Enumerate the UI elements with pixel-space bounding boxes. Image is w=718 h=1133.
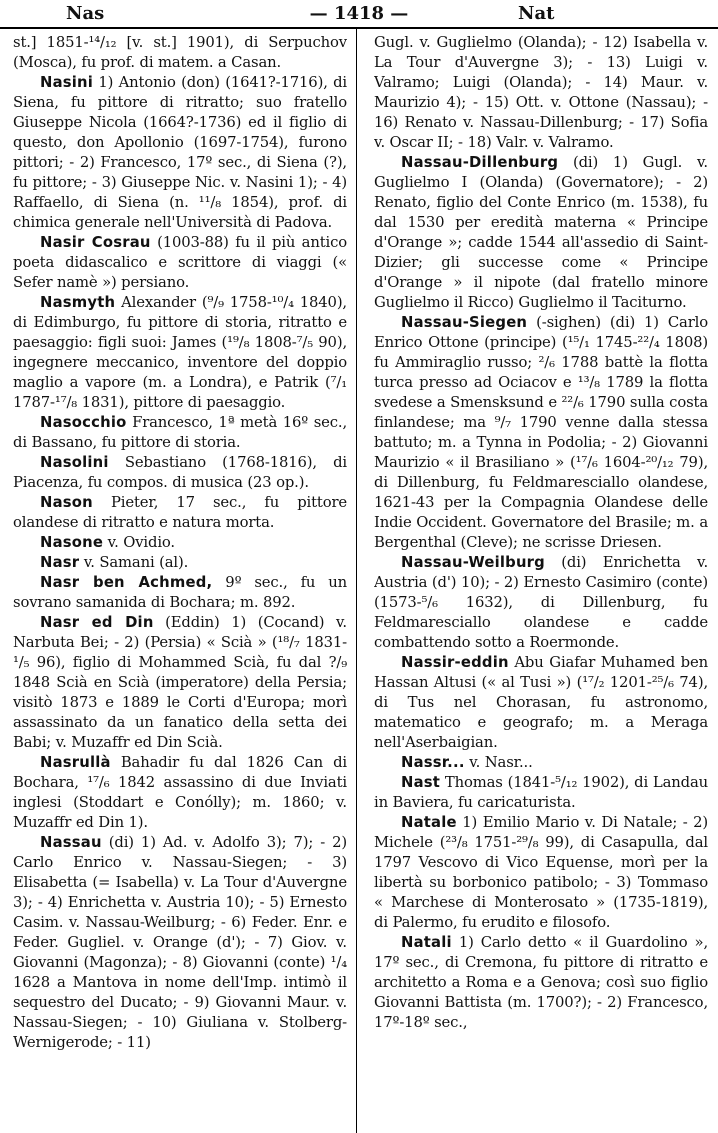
headword: Nasr ed Din [40,614,154,631]
headword: Nast [401,774,441,791]
headword: Natali [401,934,452,951]
page-number: — 1418 — [309,3,409,24]
page-header [0,0,718,30]
entry-text: Bahadir fu dal 1826 Can di Bochara, ¹⁷/₆ 1842 assassino di due Inviati inglesi (Stoddart e Conólly); m. 1860; v. Muzaffr ed Din 1). [13,754,347,831]
entry-text: 1) Antonio (don) (1641?-1716), di Siena, fu pittore di ritratto; suo fratello Giuseppe Nicola (1664?-1736) ed il figlio di questo, don Apollonio (1697-1754), furono pittori; - 2) Francesco, 17º sec., di Siena (?), fu pittore; - 3) Giuseppe Nic. v. Nasini 1); - 4) Raffaello, di Siena (n. ¹¹/₈ 1854), prof. di chimica generale nell'Università di Padova. [13,74,347,231]
entry-natale [374,813,708,933]
left-column [13,33,347,1133]
entry-text: 9º sec., fu un sovrano samanida di Bochara; m. 892. [13,574,347,611]
headword: Nassr... [401,754,465,771]
entry-text: st.] 1851-¹⁴/₁₂ [v. st.] 1901), di Serpuchov (Mosca), fu prof. di matem. a Casan. [13,34,347,71]
entry-nassau [13,833,347,1053]
entry-text: Abu Giafar Muhamed ben Hassan Altusi (« al Tusi ») (¹⁷/₂ 1201-²⁵/₆ 74), di Tus nel Chorasan, fu astronomo, matematico e geografo; m. a Meraga nell'Aserbaigian. [374,654,708,751]
entry-nasmyth [13,293,347,413]
headword: Nassir-eddin [401,654,509,671]
entry-nasolini [13,453,347,493]
headword: Nasir Cosrau [40,234,151,251]
entry-text: Francesco, 1ª metà 16º sec., di Bassano, fu pittore di storia. [13,414,347,451]
column-divider [356,29,357,1133]
entry-dillenburg [374,153,708,313]
headword: Nasone [40,534,104,551]
entry-text: (di) Enrichetta v. Austria (d') 10); - 2) Ernesto Casimiro (conte) (1573-⁵/₆ 1632), di Dillenburg, fu Feldmaresciallo olandese e cadde combattendo sotto a Roermonde. [374,554,708,651]
entry-text: Alexander (⁹/₉ 1758-¹⁰/₄ 1840), di Edimburgo, fu pittore di storia, ritratto e paesaggio: figli suoi: James (¹⁹/₈ 1808-⁷/₅ 90), ingegnere meccanico, inventore del doppio maglio a vapore (m. a Londra), e Patrik (⁷/₁ 1787-¹⁷/₈ 1831), pittore di paesaggio. [13,294,347,411]
entry-text: (-sighen) (di) 1) Carlo Enrico Ottone (principe) (¹⁵/₁ 1745-²²/₄ 1808) fu Ammiraglio russo; ²/₆ 1788 battè la flotta turca presso ad Ociacov e ¹³/₈ 1789 la flotta svedese a Smensksund e ²²/₆ 1790 sulla costa finlandese; ma ⁹/₇ 1790 venne dalla stessa battuto; m. a Tynna in Podolia; - 2) Giovanni Maurizio « il Brasiliano » (¹⁷/₆ 1604-²⁰/₁₂ 79), di Dillenburg, fu Feldmaresciallo olandese, 1621-43 per la Compagnia Olandese delle Indie Occident. Governatore del Brasile; m. a Bergenthal (Cleve); ne scrisse Driesen. [374,314,708,551]
headword: Nasocchio [40,414,127,431]
entry-text: (di) 1) Ad. v. Adolfo 3); 7); - 2) Carlo Enrico v. Nassau-Siegen; - 3) Elisabetta (= Isabella) v. La Tour d'Auvergne 3); - 4) Enrichetta v. Austria 10); - 5) Ernesto Casim. v. Nassau-Weilburg; - 6) Feder. Enr. e Feder. Gugliel. v. Orange (d'); - 7) Giov. v. Giovanni (Magonza); - 8) Giovanni (conte) ¹/₄ 1628 a Mantova in nome dell'Imp. intimò il sequestro del Ducato; - 9) Giovanni Maur. v. Nassau-Siegen; - 10) Giuliana v. Stolberg-Wernigerode; - 11) [13,834,347,1051]
entry-nason [13,493,347,533]
entry-text: Gugl. v. Guglielmo (Olanda); - 12) Isabella v. La Tour d'Auvergne 3); - 13) Luigi v. Valramo; Luigi (Olanda); - 14) Maur. v. Maurizio 4); - 15) Ott. v. Ottone (Nassau); - 16) Renato v. Nassau-Dillenburg; - 17) Sofia v. Oscar II; - 18) Valr. v. Valramo. [374,34,708,151]
headword: Nassau [40,834,102,851]
entry-natali [374,933,708,1033]
headword: Nasr [40,554,80,571]
entry-nasr [13,553,347,573]
entry-text: v. Nasr... [464,754,533,771]
entry-nassau-cont [374,33,708,153]
entry-nassir [374,653,708,753]
headword: Nassau-Dillenburg [401,154,559,171]
headword: Nasini [40,74,94,91]
header-first-word: Nas [66,3,105,24]
entry-nassr [374,753,708,773]
entry-nasr-ben [13,573,347,613]
headword: Nasrullà [40,754,111,771]
entry-siegen [374,313,708,553]
headword: Natale [401,814,457,831]
entry-nasini [13,73,347,233]
headword: Nassau-Weilburg [401,554,545,571]
entry-nast [374,773,708,813]
entry-text: v. Ovidio. [103,534,175,551]
entry-text: 1) Carlo detto « il Guardolino », 17º sec., di Cremona, fu pittore di ritratto e architetto a Roma e a Genova; così suo figlio Giovanni Battista (m. 1700?); - 2) Francesco, 17º-18º sec., [374,934,708,1031]
entry-text: Thomas (1841-⁵/₁₂ 1902), di Landau in Baviera, fu caricaturista. [374,774,708,811]
headword: Nasr ben Achmed, [40,574,213,591]
entry-nasrulla [13,753,347,833]
headword: Nason [40,494,93,511]
headword: Nasolini [40,454,109,471]
header-last-word: Nat [518,3,555,24]
entry-nasone [13,533,347,553]
entry-text: v. Samani (al). [79,554,189,571]
entry-text: (di) 1) Gugl. v. Guglielmo I (Olanda) (Governatore); - 2) Renato, figlio del Conte Enrico (m. 1538), fu dal 1530 per eredità materna « Principe d'Orange »; cadde 1544 all'assedio di Saint-Dizier; gli successe come « Principe d'Orange » il nipote (dal fratello minore Guglielmo il Ricco) Guglielmo il Taciturno. [374,154,708,311]
entry-nasocchio [13,413,347,453]
entry-weilburg [374,553,708,653]
entry-text: (Eddin) 1) (Cocand) v. Narbuta Bei; - 2) (Persia) « Scià » (¹⁸/₇ 1831-¹/₅ 96), figlio di Mohammed Scià, fu dal ?/₉ 1848 Scià en Scià (imperatore) della Persia; visitò 1873 e 1889 le Corti d'Europa; morì assassinato da un fanatico della setta dei Babi; v. Muzaffr ed Din Scià. [13,614,347,751]
headword: Nasmyth [40,294,116,311]
entry-nasr-ed-din [13,613,347,753]
entry-text: 1) Emilio Mario v. Di Natale; - 2) Michele (²³/₈ 1751-²⁹/₈ 99), di Casapulla, dal 1797 Vescovo di Vico Equense, morì per la libertà su borbonico patibolo; - 3) Tommaso « Marchese di Monterosato » (1735-1819), di Palermo, fu erudito e filosofo. [374,814,708,931]
entry-text: Sebastiano (1768-1816), di Piacenza, fu compos. di musica (23 op.). [13,454,347,491]
entry-nasir [13,233,347,293]
entry-text: (1003-88) fu il più antico poeta didascalico e scrittore di viaggi (« Sefer namè ») persiano. [13,234,347,291]
headword: Nassau-Siegen [401,314,528,331]
entry-text: Pieter, 17 sec., fu pittore olandese di ritratto e natura morta. [13,494,347,531]
header-rule [0,27,718,29]
entry-cont [13,33,347,73]
right-column [374,33,708,1133]
